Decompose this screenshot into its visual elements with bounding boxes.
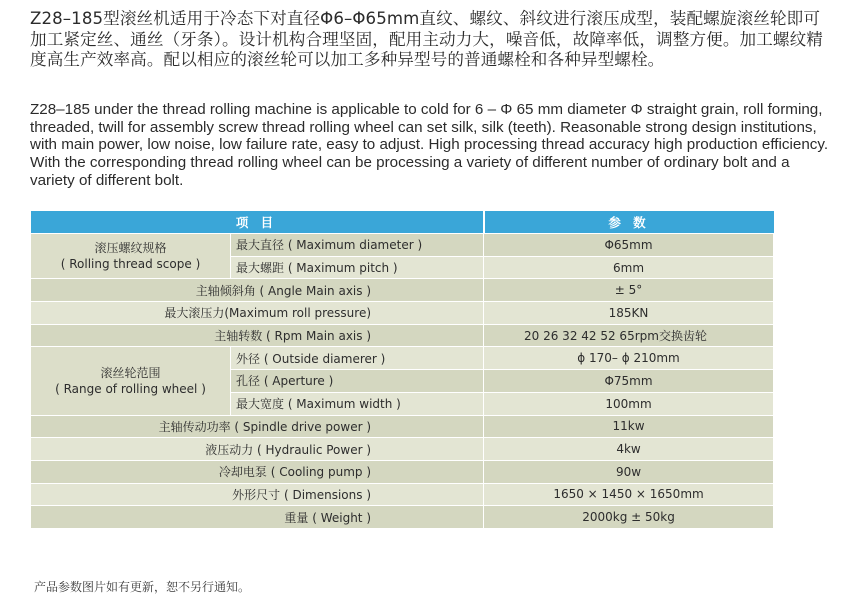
table-row [31, 302, 774, 325]
row-value: 185KN [484, 302, 774, 325]
row-label: 重量 ( Weight ) [31, 506, 484, 529]
row-value: ± 5° [484, 279, 774, 302]
table-row [31, 324, 774, 347]
group-rolling-thread-scope [31, 234, 231, 279]
table-row [31, 415, 774, 438]
table-row [31, 483, 774, 506]
footer-note: 产品参数图片如有更新，恕不另行通知。 [34, 580, 251, 594]
row-value: 6mm [484, 256, 774, 279]
row-value: 2000kg ± 50kg [484, 506, 774, 529]
row-value: ϕ 170– ϕ 210mm [484, 347, 774, 370]
row-value: 20 26 32 42 52 65rpm交换齿轮 [484, 324, 774, 347]
row-label: 最大滚压力(Maximum roll pressure) [31, 302, 484, 325]
row-label: 主轴倾斜角 ( Angle Main axis ) [31, 279, 484, 302]
row-label: 冷却电泵 ( Cooling pump ) [31, 460, 484, 483]
row-label: 外径 ( Outside diamerer ) [231, 347, 484, 370]
table-row [31, 506, 774, 529]
row-value: 4kw [484, 438, 774, 461]
group-label-cn: 滚丝轮范围 [100, 365, 161, 380]
row-label: 主轴转数 ( Rpm Main axis ) [31, 324, 484, 347]
intro-english-paragraph: Z28–185 under the thread rolling machine is applicable to cold for 6 – Φ 65 mm diameter Φ straight grain, roll forming, threaded, twill for assembly screw thread rolling wheel can set silk, silk (teeth). Reasonable strong design institutions, with main power, low noise, low failure rate, easy to adjust. High processing thread accuracy high production efficiency. With the corresponding thread rolling wheel can be processing a variety of different number of ordinary bolt and a variety of different bolt. [30, 101, 829, 189]
row-label: 液压动力 ( Hydraulic Power ) [31, 438, 484, 461]
row-value: Φ65mm [484, 234, 774, 257]
intro-chinese-paragraph: Z28–185型滚丝机适用于冷态下对直径Φ6–Φ65mm直纹、螺纹、斜纹进行滚压成型，装配螺旋滚丝轮即可加工紧定丝、通丝（牙条）。设计机构合理坚固，配用主动力大，噪音低，故障率低，调整方便。加工螺纹精度高生产效率高。配以相应的滚丝轮可以加工多种异型号的普通螺栓和各种异型螺栓。 [30, 9, 823, 69]
row-value: 1650 × 1450 × 1650mm [484, 483, 774, 506]
row-value: Φ75mm [484, 370, 774, 393]
spec-table [30, 211, 774, 529]
table-row [31, 460, 774, 483]
row-label: 最大宽度 ( Maximum width ) [231, 392, 484, 415]
group-label-en: ( Range of rolling wheel ) [55, 381, 206, 396]
row-value: 11kw [484, 415, 774, 438]
row-value: 90w [484, 460, 774, 483]
row-label: 外形尺寸 ( Dimensions ) [31, 483, 484, 506]
table-row [31, 347, 774, 370]
header-param: 参 数 [484, 211, 774, 234]
row-label: 最大螺距 ( Maximum pitch ) [231, 256, 484, 279]
group-label-cn: 滚压螺纹规格 [94, 241, 167, 256]
table-row [31, 279, 774, 302]
group-label-en: ( Rolling thread scope ) [60, 257, 201, 272]
row-label: 最大直径 ( Maximum diameter ) [231, 234, 484, 257]
row-value: 100mm [484, 392, 774, 415]
row-label: 主轴传动功率 ( Spindle drive power ) [31, 415, 484, 438]
table-row [31, 234, 774, 257]
group-range-of-rolling-wheel [31, 347, 231, 415]
header-item: 项 目 [31, 211, 484, 234]
row-label: 孔径 ( Aperture ) [231, 370, 484, 393]
table-row [31, 438, 774, 461]
spec-table-header [31, 211, 774, 234]
